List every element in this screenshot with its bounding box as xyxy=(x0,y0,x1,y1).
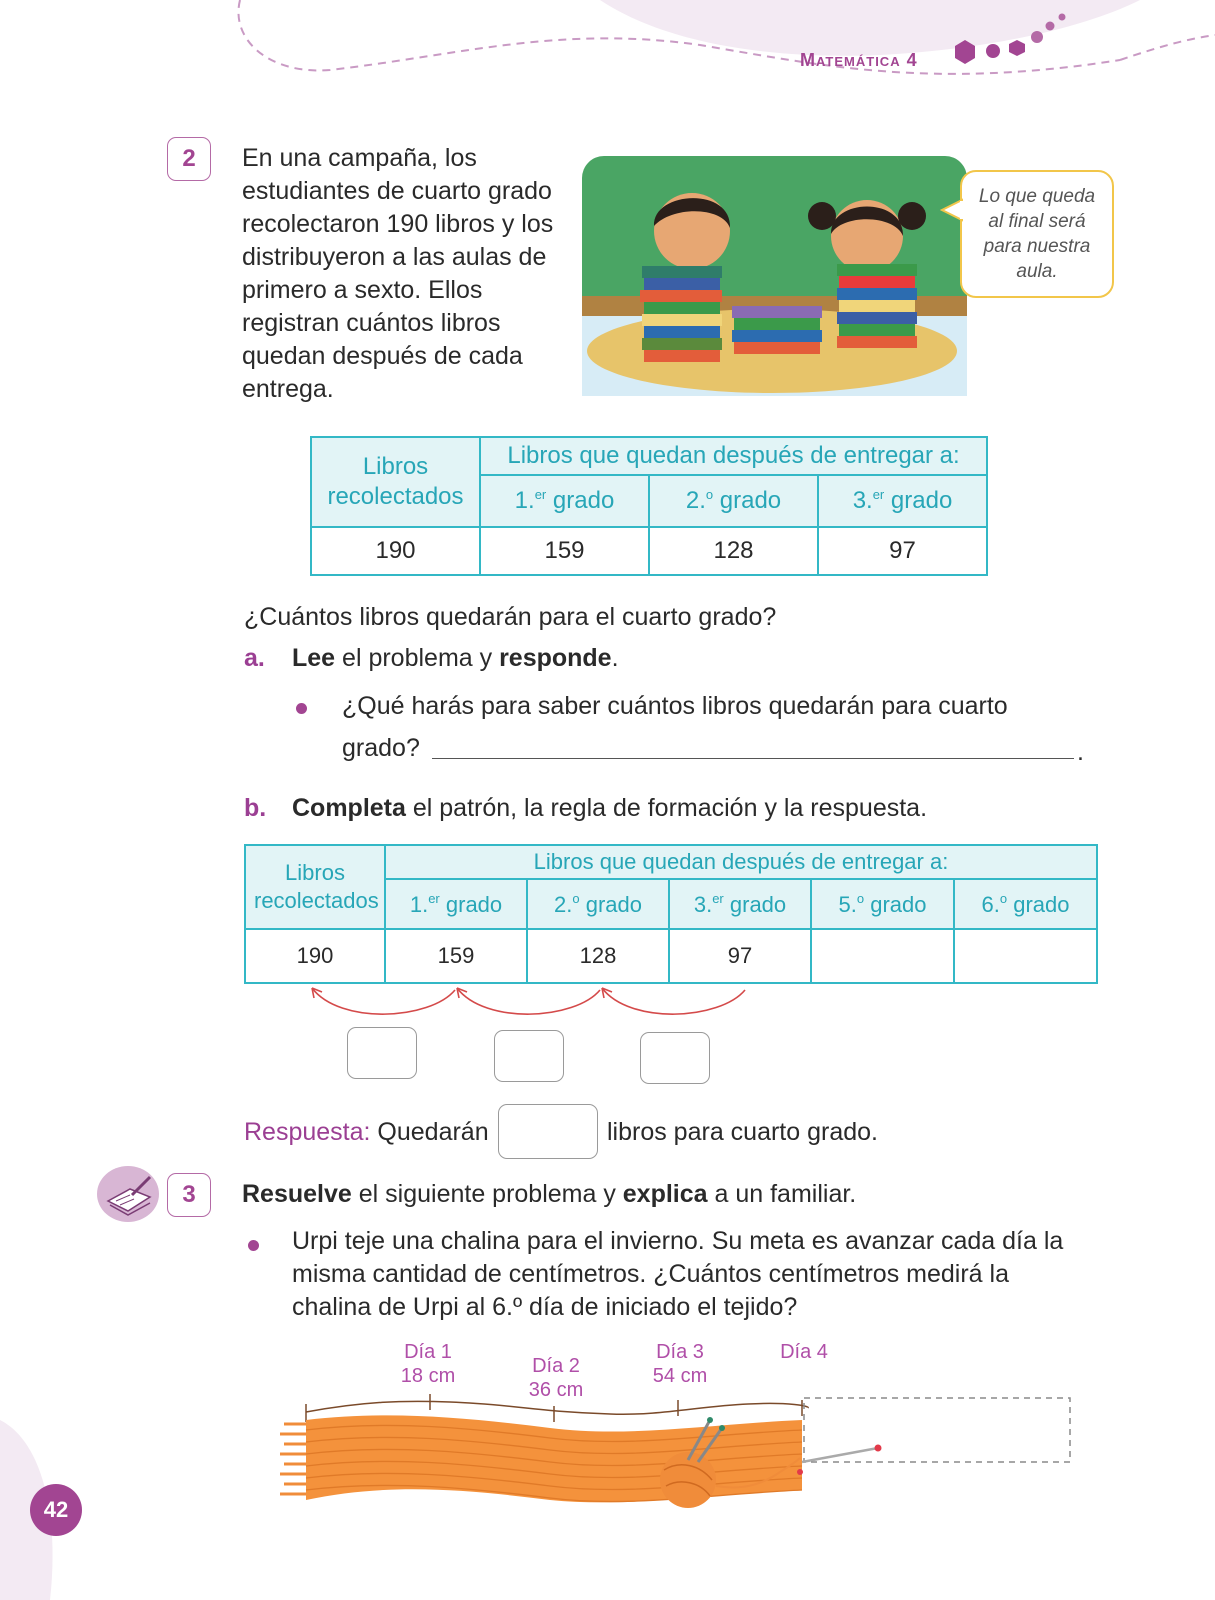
table1-grade-header: 1.$^{er}$ grado xyxy=(480,475,649,527)
scarf-illustration xyxy=(270,1390,1100,1540)
pattern-arrows xyxy=(300,980,760,1030)
children-books-illustration xyxy=(582,156,972,396)
speech-bubble-tail xyxy=(940,198,964,222)
table1-grade-header: 3.$^{er}$ grado xyxy=(818,475,987,527)
table2-cell: 190 xyxy=(245,929,385,983)
books-table-1 xyxy=(310,436,988,576)
rule-box-3[interactable] xyxy=(640,1032,710,1084)
problem3-statement: Urpi teje una chalina para el invierno. Su meta es avanzar cada día la misma cantidad de centímetros. ¿Cuántos centímetros medirá la chalina de Urpi al 6.º día de iniciado el tejido? xyxy=(292,1227,1064,1321)
problem2-intro: En una campaña, los estudiantes de cuarto grado recolectaron 190 libros y los distribuyeron a las aulas de primero a sexto. Ellos registran cuántos libros quedan después de cada entrega. xyxy=(242,144,554,403)
bullet-icon xyxy=(248,1240,259,1251)
answer-line-period: . xyxy=(1077,738,1084,766)
table1-grade-header: 2.$^o$ grado xyxy=(649,475,818,527)
notebook-icon xyxy=(96,1165,160,1223)
table1-cell: 190 xyxy=(311,527,480,575)
problem-number-3: 3 xyxy=(167,1173,211,1217)
table2-grade-header: 6.$^o$ grado xyxy=(954,879,1097,929)
answer-label: Respuesta: xyxy=(244,1118,371,1146)
table1-group-header: Libros que quedan después de entregar a: xyxy=(480,437,987,475)
table2-grade-header: 2.$^o$ grado xyxy=(527,879,669,929)
bullet-icon xyxy=(296,703,307,714)
answer-text-after: libros para cuarto grado. xyxy=(607,1118,878,1146)
scarf-label-day4: Día 4 xyxy=(780,1341,828,1363)
answer-line-a[interactable] xyxy=(432,758,1074,759)
part-a-instruction: a. Lee el problema y responde. xyxy=(244,642,619,675)
scarf-label-day2: Día 2 36 cm xyxy=(528,1355,584,1401)
answer-box[interactable] xyxy=(498,1104,598,1159)
table1-cell: 97 xyxy=(818,527,987,575)
problem3-instruction: Resuelve el siguiente problema y explica a un familiar. xyxy=(242,1180,857,1208)
table2-cell-blank[interactable] xyxy=(811,929,954,983)
speech-bubble: Lo que queda al final será para nuestra aula. xyxy=(960,170,1114,298)
header-shapes-icon xyxy=(945,8,1075,68)
books-table-2 xyxy=(244,844,1098,984)
table2-group-header: Libros que quedan después de entregar a: xyxy=(385,845,1097,879)
table2-cell-blank[interactable] xyxy=(954,929,1097,983)
problem-number-2: 2 xyxy=(167,137,211,181)
table2-grade-header: 1.$^{er}$ grado xyxy=(385,879,527,929)
table2-cell: 159 xyxy=(385,929,527,983)
part-a-letter: a. xyxy=(244,644,265,672)
table2-col0-header: Libros recolectados xyxy=(245,845,385,929)
table2-cell: 97 xyxy=(669,929,811,983)
rule-box-1[interactable] xyxy=(347,1027,417,1079)
part-a-question-line2: grado? xyxy=(342,734,420,762)
scarf-label-day3: Día 3 54 cm xyxy=(652,1341,708,1387)
rule-box-2[interactable] xyxy=(494,1030,564,1082)
book-title: Matemática 4 xyxy=(800,50,918,70)
question-fourth-grade: ¿Cuántos libros quedarán para el cuarto grado? xyxy=(244,603,777,631)
part-a-question-line1: ¿Qué harás para saber cuántos libros quedarán para cuarto xyxy=(342,692,1008,720)
part-b-instruction: b. Completa el patrón, la regla de formación y la respuesta. xyxy=(244,792,927,825)
answer-sentence: Respuesta: Quedarán xyxy=(244,1118,489,1146)
table2-grade-header: 3.$^{er}$ grado xyxy=(669,879,811,929)
table2-grade-header: 5.$^o$ grado xyxy=(811,879,954,929)
table1-cell: 159 xyxy=(480,527,649,575)
page-number: 42 xyxy=(30,1484,82,1536)
table1-col0-header: Libros recolectados xyxy=(311,437,480,527)
table2-cell: 128 xyxy=(527,929,669,983)
table1-cell: 128 xyxy=(649,527,818,575)
part-b-letter: b. xyxy=(244,794,267,822)
scarf-label-day1: Día 1 18 cm xyxy=(400,1341,456,1387)
